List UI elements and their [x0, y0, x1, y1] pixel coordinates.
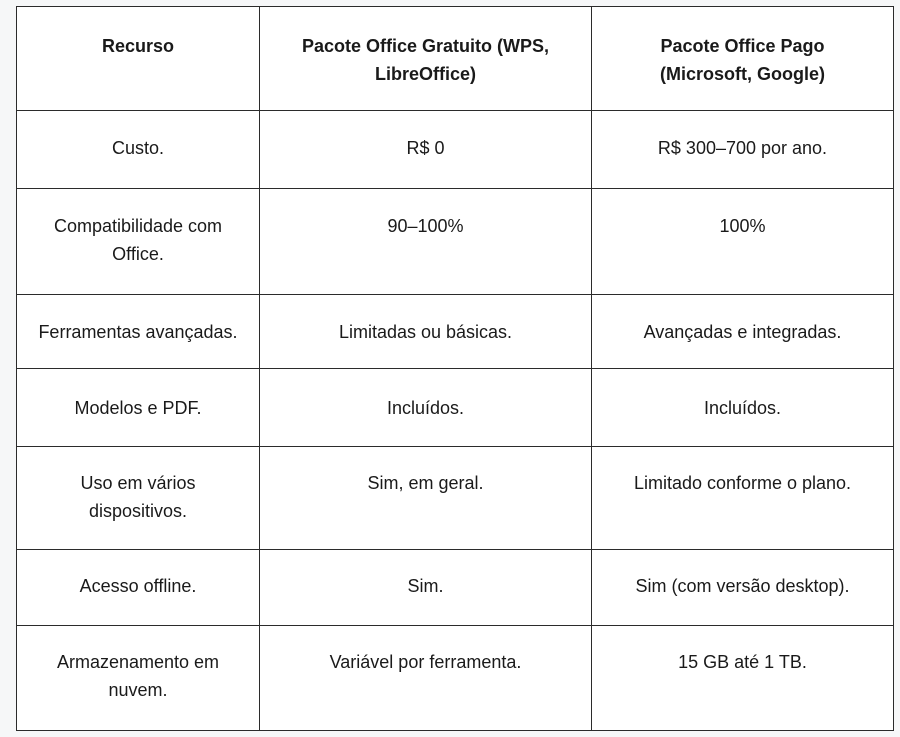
paid-value: 100% — [592, 189, 894, 295]
table-row — [17, 369, 894, 447]
free-value: Sim, em geral. — [260, 447, 592, 550]
table-row — [17, 111, 894, 189]
paid-value: 15 GB até 1 TB. — [592, 626, 894, 731]
row-label: Modelos e PDF. — [17, 369, 260, 447]
paid-value: Limitado conforme o plano. — [592, 447, 894, 550]
table-row — [17, 295, 894, 369]
free-value: Limitadas ou básicas. — [260, 295, 592, 369]
paid-value: Avançadas e integradas. — [592, 295, 894, 369]
row-label: Armazenamento em nuvem. — [17, 626, 260, 731]
row-label: Compatibilidade com Office. — [17, 189, 260, 295]
header-recurso: Recurso — [17, 7, 260, 111]
free-value: Sim. — [260, 550, 592, 626]
header-paid-suite: Pacote Office Pago (Microsoft, Google) — [592, 7, 894, 111]
paid-value: Incluídos. — [592, 369, 894, 447]
comparison-table — [16, 6, 894, 731]
paid-value: Sim (com versão desktop). — [592, 550, 894, 626]
row-label: Custo. — [17, 111, 260, 189]
table-row — [17, 189, 894, 295]
table-row — [17, 626, 894, 731]
table-row — [17, 550, 894, 626]
free-value: Incluídos. — [260, 369, 592, 447]
free-value: 90–100% — [260, 189, 592, 295]
paid-value: R$ 300–700 por ano. — [592, 111, 894, 189]
row-label: Uso em vários dispositivos. — [17, 447, 260, 550]
free-value: R$ 0 — [260, 111, 592, 189]
row-label: Acesso offline. — [17, 550, 260, 626]
free-value: Variável por ferramenta. — [260, 626, 592, 731]
table-row — [17, 447, 894, 550]
header-row — [17, 7, 894, 111]
row-label: Ferramentas avançadas. — [17, 295, 260, 369]
header-free-suite: Pacote Office Gratuito (WPS, LibreOffice) — [260, 7, 592, 111]
